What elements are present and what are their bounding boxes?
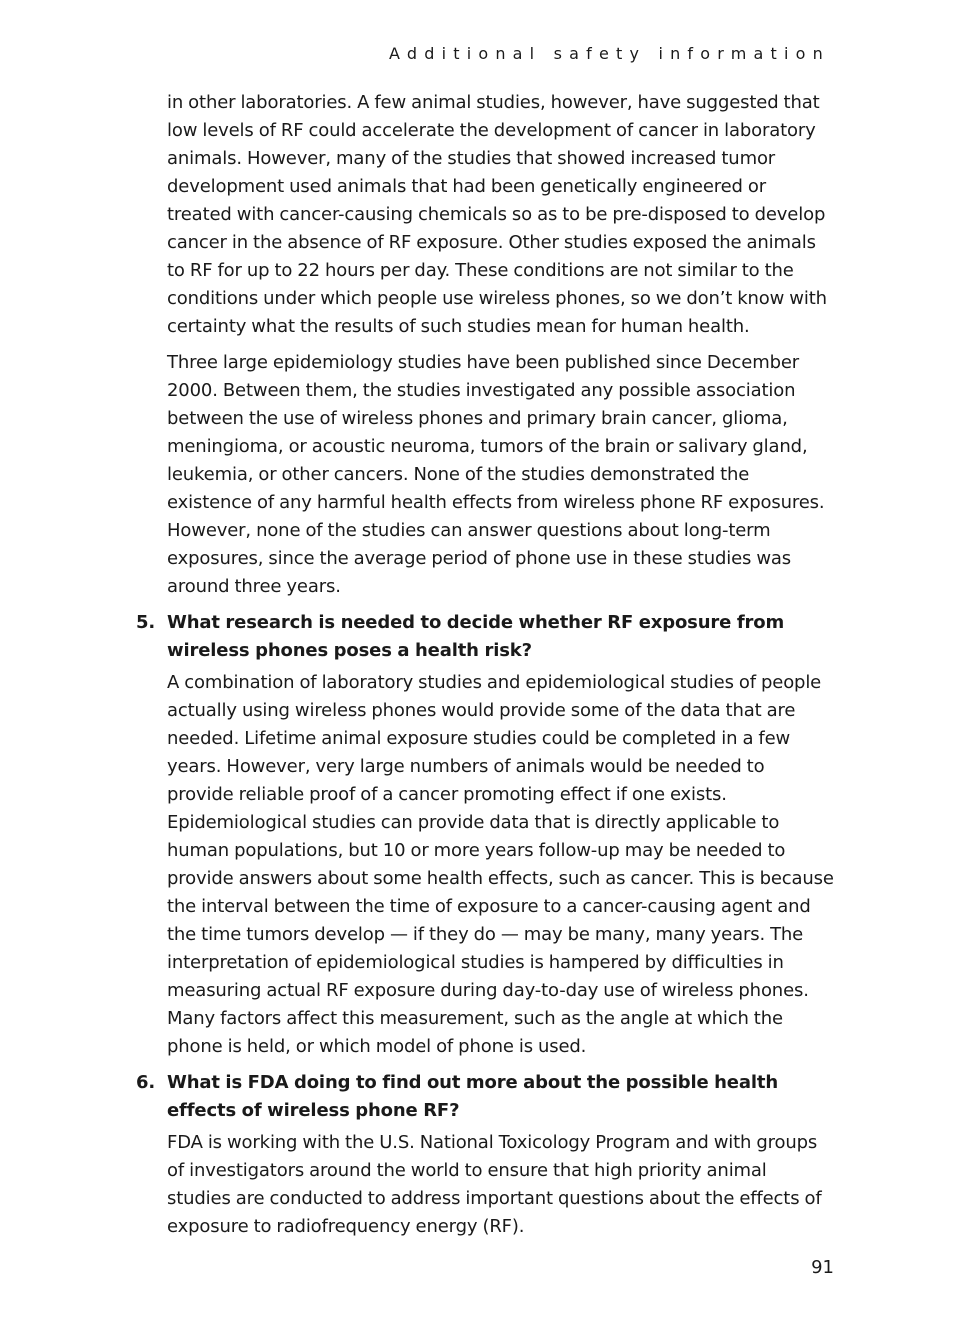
question-heading xyxy=(136,609,835,665)
page-number: 91 xyxy=(811,1257,834,1278)
body-paragraph: in other laboratories. A few animal studies, however, have suggested that low levels of RF could accelerate the development of cancer in laboratory animals. However, many of the studies that showed increased tumor development used animals that had been genetically engineered or treated with cancer-causing chemicals so as to be pre-disposed to develop cancer in the absence of RF exposure. Other studies exposed the animals to RF for up to 22 hours per day. These conditions are not similar to the conditions under which people use wireless phones, so we don’t know with certainty what the results of such studies mean for human health. xyxy=(167,92,827,337)
answer-paragraph: FDA is working with the U.S. National Toxicology Program and with groups of investigators around the world to ensure that high priority animal studies are conducted to address important questions about the effects of exposure to radiofrequency energy (RF). xyxy=(167,1132,822,1237)
question-text: What is FDA doing to find out more about the possible health effects of wireless phone RF? xyxy=(167,1072,779,1121)
answer-paragraph: A combination of laboratory studies and epidemiological studies of people actually using wireless phones would provide some of the data that are needed. Lifetime animal exposure studies could be completed in a few years. However, very large numbers of animals would be needed to provide reliable proof of a cancer promoting effect if one exists. Epidemiological studies can provide data that is directly applicable to human populations, but 10 or more years follow-up may be needed to provide answers about some health effects, such as cancer. This is because the interval between the time of exposure to a cancer-causing agent and the time tumors develop — if they do — may be many, many years. The interpretation of epidemiological studies is hampered by difficulties in measuring actual RF exposure during day-to-day use of wireless phones. Many factors affect this measurement, such as the angle at which the phone is held, or which model of phone is used. xyxy=(167,672,834,1057)
question-heading xyxy=(136,1069,835,1125)
question-number: 5. xyxy=(136,612,156,633)
body-paragraph: Three large epidemiology studies have been published since December 2000. Between them, the studies investigated any possible association between the use of wireless phones and primary brain cancer, glioma, meningioma, or acoustic neuroma, tumors of the brain or salivary gland, leukemia, or other cancers. None of the studies demonstrated the existence of any harmful health effects from wireless phone RF exposures. However, none of the studies can answer questions about long-term exposures, since the average period of phone use in these studies was around three years. xyxy=(167,352,825,597)
question-number: 6. xyxy=(136,1072,156,1093)
page-body xyxy=(136,89,835,1249)
question-text: What research is needed to decide whether RF exposure from wireless phones poses a health risk? xyxy=(167,612,785,661)
running-header: Additional safety information xyxy=(389,44,830,63)
